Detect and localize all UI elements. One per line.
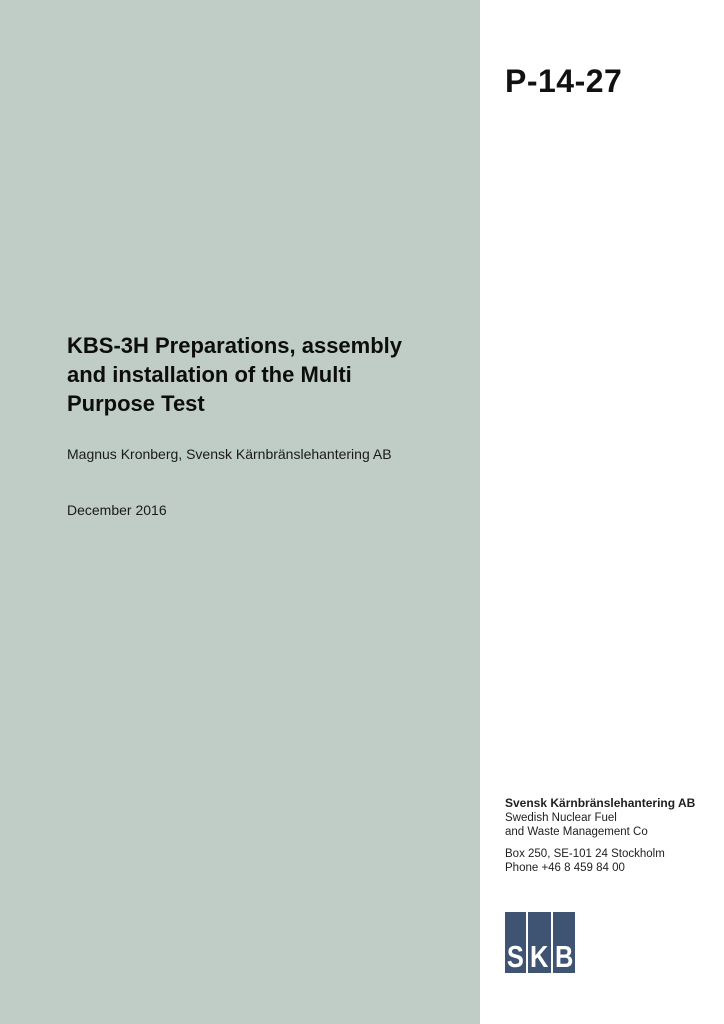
publisher-info (505, 796, 715, 876)
document-title (67, 331, 467, 418)
report-number: P-14-27 (505, 63, 623, 99)
logo-letter-k: K (530, 939, 549, 974)
publisher-descriptor-line-1: Swedish Nuclear Fuel (505, 811, 617, 824)
logo-letter-s: S (506, 939, 524, 974)
logo-bar-b (553, 912, 575, 973)
publisher-descriptor-line-2: and Waste Management Co (505, 826, 648, 838)
logo-bar-s (505, 912, 526, 973)
title-line-2: and installation of the Multi (67, 362, 352, 387)
title-line-1: KBS-3H Preparations, assembly (67, 333, 403, 358)
logo-letter-b: B (555, 939, 574, 974)
publisher-address-line-1: Box 250, SE-101 24 Stockholm (505, 847, 665, 860)
author-line: Magnus Kronberg, Svensk Kärnbränslehantering AB (67, 446, 392, 462)
publication-date: December 2016 (67, 502, 167, 518)
skb-logo (505, 912, 574, 974)
logo-bar-k (528, 912, 550, 973)
publisher-address-line-2: Phone +46 8 459 84 00 (505, 862, 625, 874)
publisher-name: Svensk Kärnbränslehantering AB (505, 796, 696, 810)
publisher-address (505, 847, 715, 876)
title-line-3: Purpose Test (67, 391, 205, 416)
